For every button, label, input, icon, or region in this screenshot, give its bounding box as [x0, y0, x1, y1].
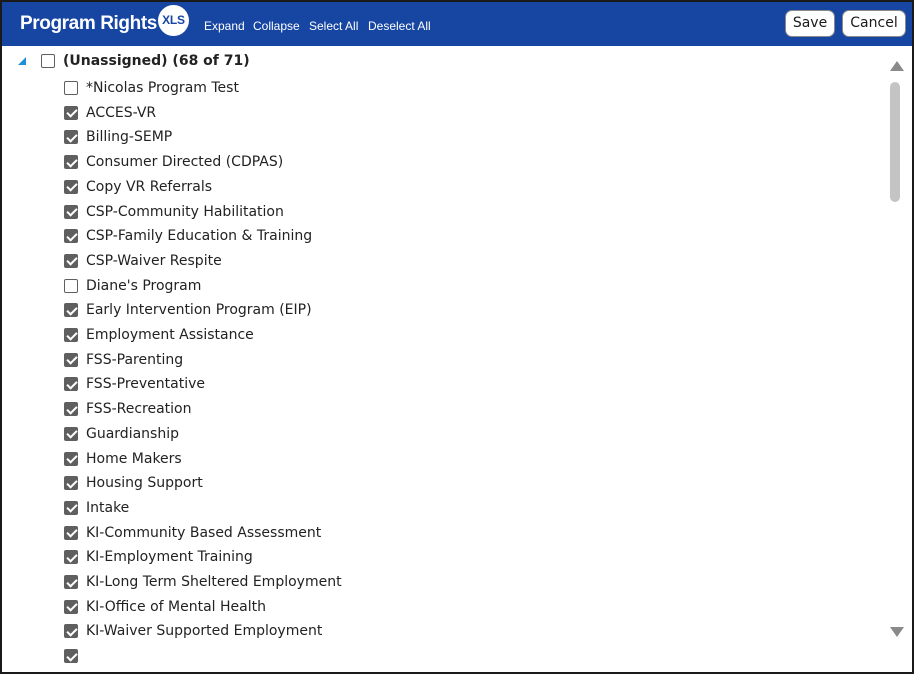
program-list-item[interactable]: [2, 150, 872, 174]
program-checkbox[interactable]: [64, 353, 78, 367]
program-label: Housing Support: [86, 475, 203, 492]
program-list-item[interactable]: [2, 570, 872, 594]
program-checkbox[interactable]: [64, 81, 78, 95]
program-checkbox[interactable]: [64, 328, 78, 342]
program-checkbox[interactable]: [64, 624, 78, 638]
triangle-expanded-icon[interactable]: [17, 56, 27, 66]
program-list-item[interactable]: [2, 348, 872, 372]
program-label: Billing-SEMP: [86, 129, 173, 146]
select-all-link[interactable]: Select All: [309, 19, 359, 33]
program-checkbox[interactable]: [64, 254, 78, 268]
scroll-down-arrow-icon[interactable]: [889, 626, 905, 638]
program-label: CSP-Family Education & Training: [86, 228, 313, 245]
cancel-button[interactable]: Cancel: [842, 10, 906, 37]
program-label: KI-Long Term Sheltered Employment: [86, 574, 342, 590]
vertical-scrollbar[interactable]: [882, 46, 912, 672]
program-checkbox[interactable]: [64, 279, 78, 293]
program-label: FSS-Preventative: [86, 376, 206, 393]
program-checkbox[interactable]: [64, 106, 78, 120]
parent-group-label: (Unassigned) (68 of 71): [63, 53, 250, 69]
program-checkbox[interactable]: [64, 476, 78, 490]
xls-export-button[interactable]: XLS: [158, 5, 189, 36]
program-label: Home Makers: [86, 450, 182, 467]
program-checkbox[interactable]: [64, 180, 78, 194]
program-label: Guardianship: [86, 425, 179, 442]
program-list-item[interactable]: [2, 200, 872, 224]
program-list-item[interactable]: [2, 545, 872, 569]
program-list-item[interactable]: [2, 101, 872, 125]
dialog-title: Program Rights: [20, 13, 157, 34]
program-checkbox[interactable]: [64, 155, 78, 169]
program-checkbox[interactable]: [64, 402, 78, 416]
program-label: Intake: [86, 499, 130, 516]
program-list-item[interactable]: [2, 619, 872, 643]
program-label: KI-Employment Training: [86, 549, 253, 566]
program-checkbox[interactable]: [64, 649, 78, 663]
program-list-item[interactable]: [2, 76, 872, 100]
program-checkbox[interactable]: [64, 526, 78, 540]
scroll-up-arrow-icon[interactable]: [889, 60, 905, 72]
program-checkbox[interactable]: [64, 600, 78, 614]
program-label: *Nicolas Program Test: [86, 80, 239, 96]
program-label: FSS-Parenting: [86, 351, 184, 368]
program-list-item[interactable]: [2, 595, 872, 619]
program-label: CSP-Community Habilitation: [86, 203, 284, 220]
program-list-item[interactable]: [2, 471, 872, 495]
program-label: ACCES-VR: [86, 104, 157, 121]
program-label: CSP-Waiver Respite: [86, 252, 222, 269]
program-label: KI-Community Based Assessment: [86, 524, 322, 541]
parent-checkbox[interactable]: [41, 54, 55, 68]
program-checkbox[interactable]: [64, 575, 78, 589]
program-list-item[interactable]: [2, 125, 872, 149]
program-label: Early Intervention Program (EIP): [86, 302, 312, 319]
dialog-header: [2, 2, 912, 46]
program-list-item[interactable]: [2, 496, 872, 520]
program-list-item[interactable]: [2, 397, 872, 421]
program-checkbox[interactable]: [64, 303, 78, 317]
program-list-item[interactable]: [2, 249, 872, 273]
program-label: Consumer Directed (CDPAS): [86, 154, 284, 171]
program-list-item-partial[interactable]: [2, 644, 872, 668]
save-button[interactable]: Save: [785, 10, 835, 37]
program-list-item[interactable]: [2, 447, 872, 471]
program-checkbox[interactable]: [64, 427, 78, 441]
collapse-link[interactable]: Collapse: [253, 19, 300, 33]
program-checkbox[interactable]: [64, 377, 78, 391]
deselect-all-link[interactable]: Deselect All: [368, 19, 431, 33]
program-checkbox[interactable]: [64, 452, 78, 466]
program-label: FSS-Recreation: [86, 401, 192, 418]
program-list-item[interactable]: [2, 422, 872, 446]
program-checkbox[interactable]: [64, 501, 78, 515]
program-list-item[interactable]: [2, 224, 872, 248]
program-label: Diane's Program: [86, 277, 202, 294]
program-label: Copy VR Referrals: [86, 178, 212, 195]
expand-link[interactable]: Expand: [204, 19, 245, 33]
program-tree-list: [2, 46, 882, 672]
program-list-item[interactable]: [2, 298, 872, 322]
scrollbar-thumb[interactable]: [890, 82, 900, 202]
program-list-item[interactable]: [2, 323, 872, 347]
program-list-item[interactable]: [2, 274, 872, 298]
program-list-item[interactable]: [2, 372, 872, 396]
program-checkbox[interactable]: [64, 229, 78, 243]
program-label: KI-Office of Mental Health: [86, 598, 266, 615]
program-checkbox[interactable]: [64, 550, 78, 564]
program-checkbox[interactable]: [64, 205, 78, 219]
program-label: KI-Waiver Supported Employment: [86, 623, 323, 640]
program-list-item[interactable]: [2, 175, 872, 199]
program-label: Employment Assistance: [86, 327, 254, 343]
program-checkbox[interactable]: [64, 130, 78, 144]
program-list-item[interactable]: [2, 521, 872, 545]
